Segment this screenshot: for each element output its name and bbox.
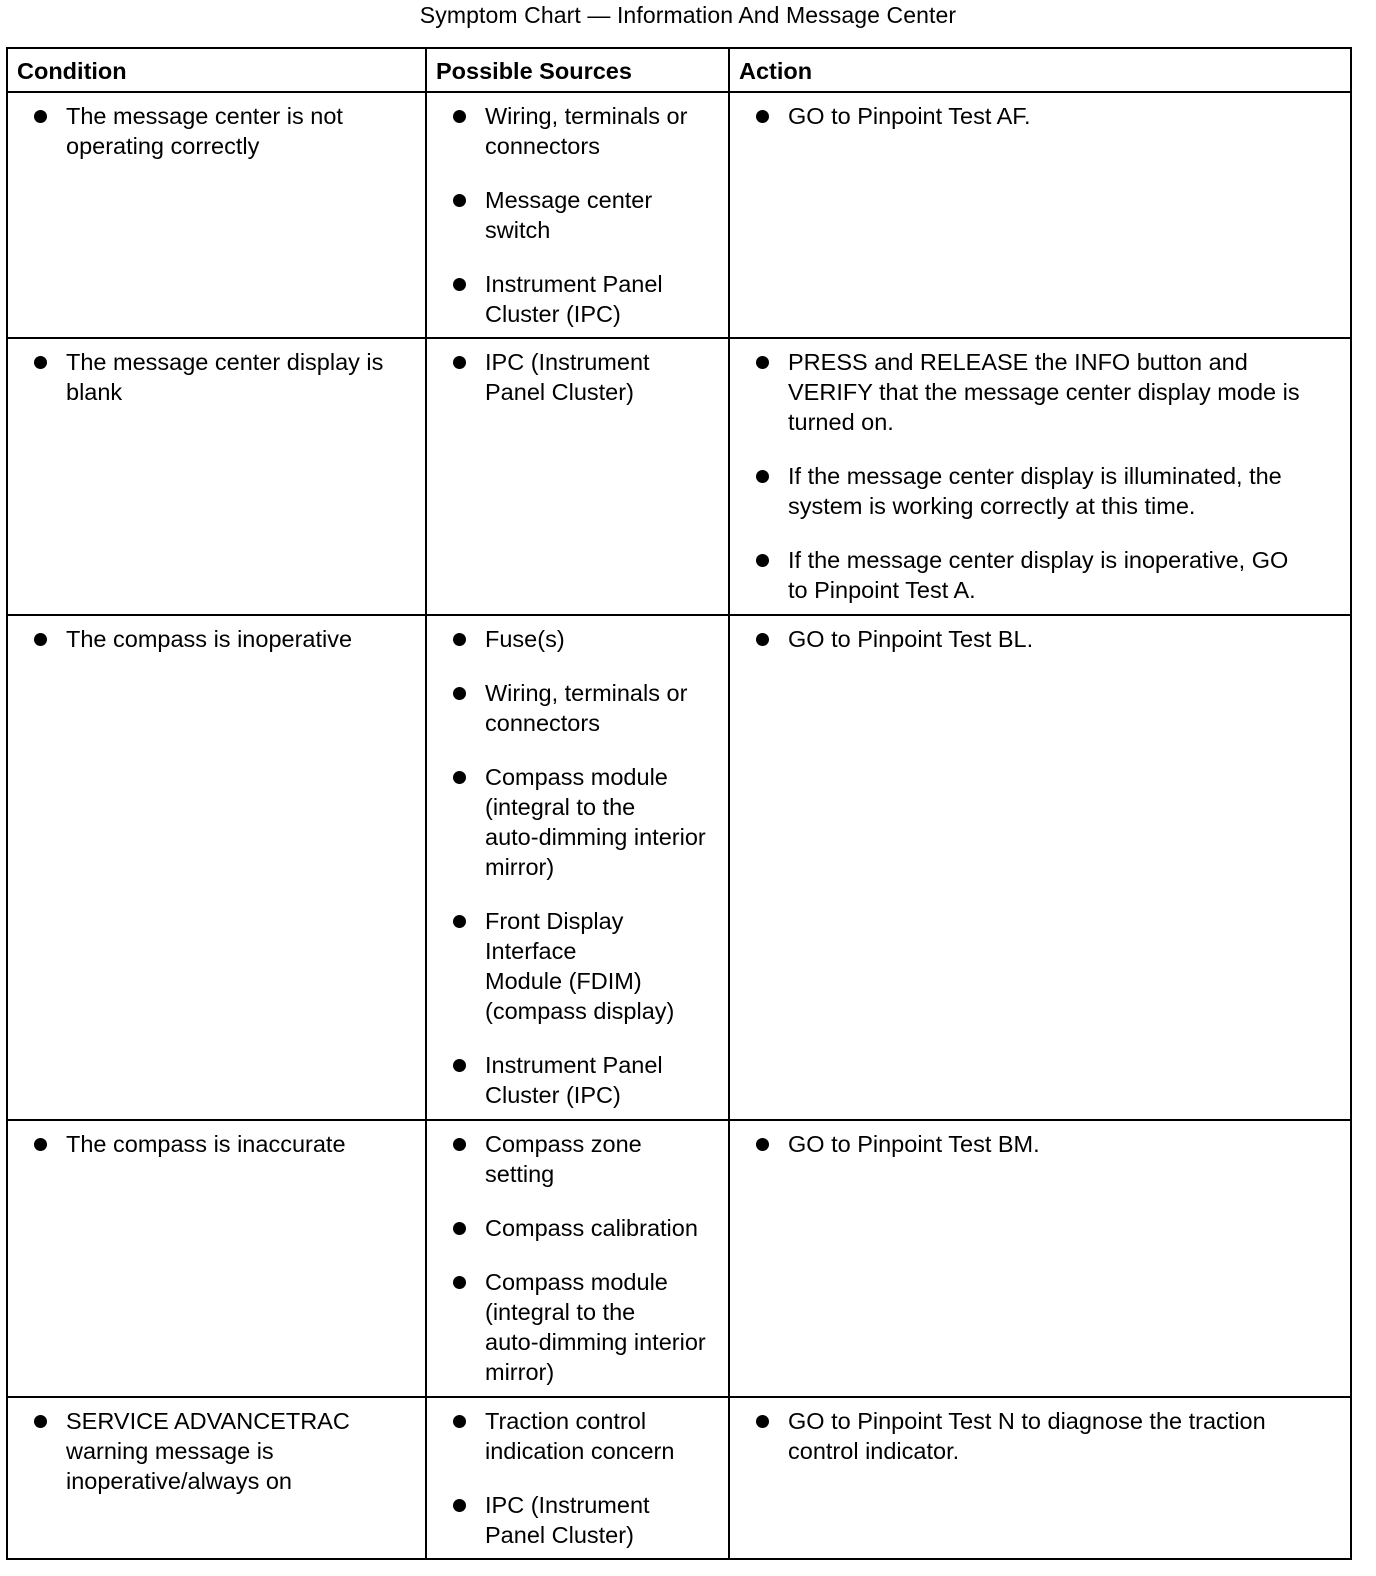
bullet-icon xyxy=(453,278,466,291)
list-item-text: The message center display is blank xyxy=(66,349,384,405)
symptom-chart-table xyxy=(6,47,1352,1560)
bullet-icon xyxy=(756,356,769,369)
action-cell xyxy=(729,92,1351,338)
bullet-icon xyxy=(34,1415,47,1428)
table-row xyxy=(7,615,1351,1120)
bullet-list xyxy=(427,1406,720,1550)
possible-sources-cell xyxy=(426,615,729,1120)
list-item-text: Traction control indication concern xyxy=(485,1408,675,1464)
list-item xyxy=(427,1213,720,1243)
bullet-icon xyxy=(453,1276,466,1289)
list-item-text: Message center switch xyxy=(485,187,653,243)
header-possible-sources: Possible Sources xyxy=(426,48,729,92)
bullet-icon xyxy=(453,356,466,369)
list-item-text: Instrument Panel Cluster (IPC) xyxy=(485,1052,663,1108)
bullet-icon xyxy=(756,470,769,483)
list-item xyxy=(730,624,1342,654)
list-item-text: Wiring, terminals or connectors xyxy=(485,103,688,159)
table-row xyxy=(7,1120,1351,1397)
list-item xyxy=(427,678,720,738)
list-item xyxy=(427,1490,720,1550)
list-item xyxy=(427,906,720,1026)
list-item-text: GO to Pinpoint Test AF. xyxy=(788,103,1031,129)
list-item-text: The compass is inoperative xyxy=(66,626,353,652)
bullet-icon xyxy=(453,633,466,646)
list-item-text: PRESS and RELEASE the INFO button and VERIFY that the message center display mode is turned on. xyxy=(788,349,1300,435)
list-item-text: Instrument Panel Cluster (IPC) xyxy=(485,271,663,327)
condition-cell xyxy=(7,338,426,615)
bullet-list xyxy=(730,624,1342,654)
bullet-icon xyxy=(453,194,466,207)
possible-sources-cell xyxy=(426,1120,729,1397)
bullet-icon xyxy=(453,1415,466,1428)
list-item xyxy=(730,347,1342,437)
list-item xyxy=(427,269,720,329)
list-item-text: SERVICE ADVANCETRAC warning message is inoperative/always on xyxy=(66,1408,350,1494)
list-item-text: GO to Pinpoint Test BL. xyxy=(788,626,1034,652)
condition-cell xyxy=(7,1397,426,1559)
list-item xyxy=(730,1129,1342,1159)
list-item xyxy=(427,1129,720,1189)
list-item-text: Compass module (integral to the auto-dimming interior mirror) xyxy=(485,1269,706,1385)
bullet-icon xyxy=(34,633,47,646)
list-item xyxy=(427,1406,720,1466)
header-action: Action xyxy=(729,48,1351,92)
bullet-list xyxy=(427,347,720,407)
bullet-icon xyxy=(756,554,769,567)
list-item xyxy=(427,347,720,407)
list-item xyxy=(427,624,720,654)
bullet-icon xyxy=(453,110,466,123)
bullet-list xyxy=(8,624,417,654)
list-item-text: GO to Pinpoint Test N to diagnose the traction control indicator. xyxy=(788,1408,1266,1464)
bullet-list xyxy=(730,101,1342,131)
list-item-text: Compass calibration xyxy=(485,1215,698,1241)
list-item-text: IPC (Instrument Panel Cluster) xyxy=(485,349,650,405)
list-item xyxy=(8,1406,417,1496)
bullet-icon xyxy=(453,771,466,784)
possible-sources-cell xyxy=(426,1397,729,1559)
bullet-list xyxy=(8,1406,417,1496)
condition-cell xyxy=(7,92,426,338)
list-item xyxy=(730,461,1342,521)
list-item xyxy=(427,762,720,882)
bullet-list xyxy=(730,1129,1342,1159)
table-row xyxy=(7,338,1351,615)
bullet-icon xyxy=(756,110,769,123)
list-item-text: If the message center display is illuminated, the system is working correctly at this time. xyxy=(788,463,1282,519)
bullet-icon xyxy=(756,1415,769,1428)
list-item xyxy=(730,1406,1342,1466)
bullet-icon xyxy=(453,1499,466,1512)
bullet-list xyxy=(8,347,417,407)
list-item-text: Compass module (integral to the auto-dimming interior mirror) xyxy=(485,764,706,880)
list-item-text: Front Display Interface Module (FDIM) (compass display) xyxy=(485,908,675,1024)
bullet-icon xyxy=(453,1059,466,1072)
bullet-list xyxy=(8,1129,417,1159)
list-item-text: Fuse(s) xyxy=(485,626,565,652)
bullet-list xyxy=(8,101,417,161)
condition-cell xyxy=(7,615,426,1120)
list-item xyxy=(427,1267,720,1387)
table-row xyxy=(7,92,1351,338)
list-item-text: IPC (Instrument Panel Cluster) xyxy=(485,1492,650,1548)
list-item xyxy=(8,1129,417,1159)
list-item-text: If the message center display is inoperative, GO to Pinpoint Test A. xyxy=(788,547,1289,603)
list-item xyxy=(427,1050,720,1110)
list-item xyxy=(730,101,1342,131)
list-item-text: The message center is not operating correctly xyxy=(66,103,343,159)
list-item xyxy=(427,185,720,245)
list-item xyxy=(8,347,417,407)
list-item-text: The compass is inaccurate xyxy=(66,1131,346,1157)
bullet-list xyxy=(427,101,720,329)
list-item-text: GO to Pinpoint Test BM. xyxy=(788,1131,1040,1157)
list-item xyxy=(730,545,1342,605)
bullet-list xyxy=(730,1406,1342,1466)
bullet-icon xyxy=(34,110,47,123)
list-item xyxy=(8,101,417,161)
action-cell xyxy=(729,338,1351,615)
list-item-text: Wiring, terminals or connectors xyxy=(485,680,688,736)
action-cell xyxy=(729,1397,1351,1559)
bullet-list xyxy=(427,1129,720,1387)
bullet-icon xyxy=(453,1138,466,1151)
bullet-icon xyxy=(453,915,466,928)
chart-title: Symptom Chart — Information And Message Center xyxy=(419,2,957,28)
list-item-text: Compass zone setting xyxy=(485,1131,642,1187)
condition-cell xyxy=(7,1120,426,1397)
possible-sources-cell xyxy=(426,338,729,615)
list-item xyxy=(427,101,720,161)
list-item xyxy=(8,624,417,654)
bullet-icon xyxy=(34,1138,47,1151)
possible-sources-cell xyxy=(426,92,729,338)
bullet-list xyxy=(730,347,1342,605)
table-row xyxy=(7,1397,1351,1559)
bullet-icon xyxy=(453,1222,466,1235)
header-condition: Condition xyxy=(7,48,426,92)
action-cell xyxy=(729,1120,1351,1397)
action-cell xyxy=(729,615,1351,1120)
bullet-icon xyxy=(756,1138,769,1151)
header-row xyxy=(7,48,1351,92)
bullet-icon xyxy=(453,687,466,700)
bullet-icon xyxy=(34,356,47,369)
bullet-list xyxy=(427,624,720,1110)
table-body xyxy=(7,92,1351,1559)
bullet-icon xyxy=(756,633,769,646)
